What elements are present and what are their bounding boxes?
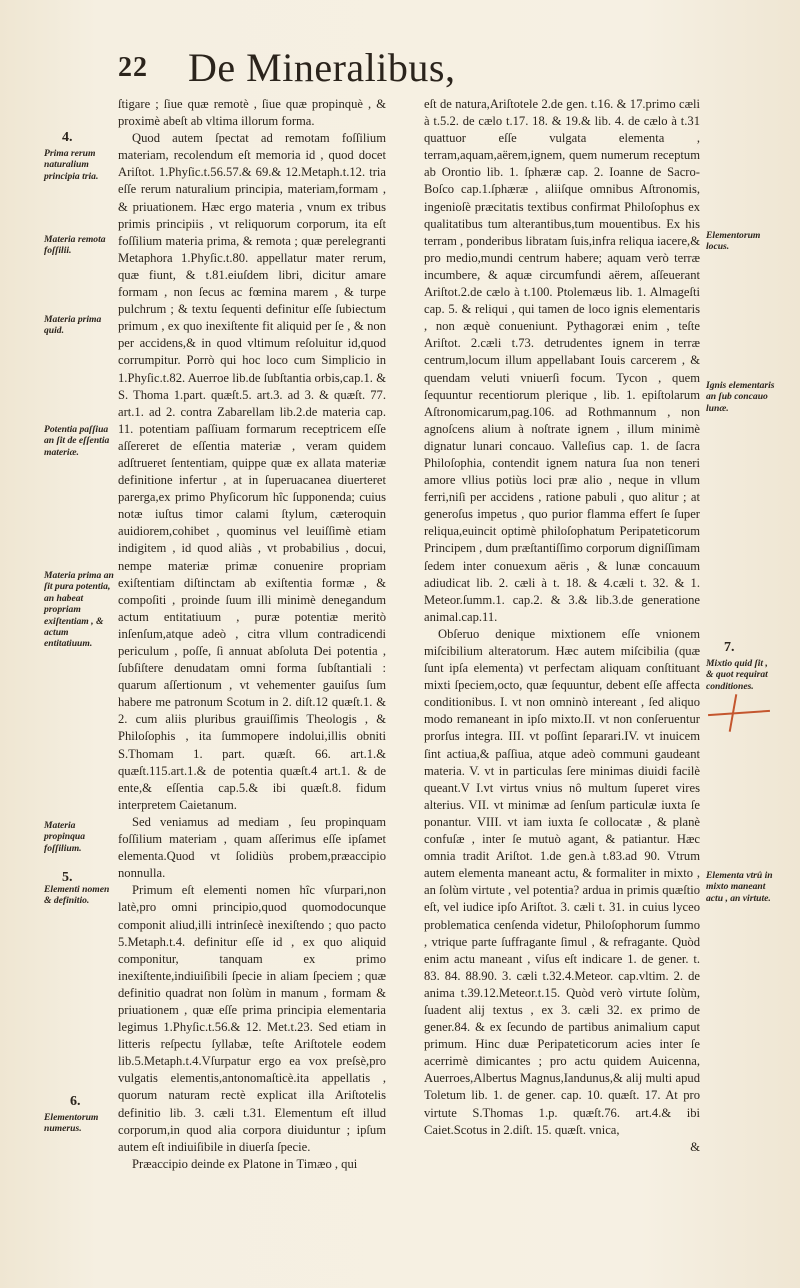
margin-note: Materia prima quid. [44, 314, 102, 337]
paragraph: Quod autem ſpectat ad remotam foſſilium materiam, recolendum eſt memoria id , quod docet Ariſtot. 1.Phyſic.t.56.57.& 69.& 12.Metaph.t.12. tria eſſe rerum naturalium principia, materiam,formam , & priuationem. Hæc ergo materia , vnum ex tribus primis principiis , vt reliquorum corporum, ita eſt foſſilium materia prima, & remota ; quæ perelegranti Metaphora 1.Phyſic.t.80. appellatur mater rerum, quæ fiunt, & t.81.eiuſdem libri, dicitur amare formam , non ſecus ac fœmina marem , & turpe pulchrum ; & textu ſequenti definitur eſſe ſubiectum primum , ex quo inexiſtente fit aliquid per ſe , & non per accidens,& in quod vltimum reſoluitur id,quod corrumpitur. Porrò qui hoc loco cum Simplicio in 1.Phyſic.t.82. Auerroe lib.de ſubſtantia orbis,cap.1. & S. Thoma 1.part. quæſt.5. art.3. ad 3. & quæſt. 77. art.1. ad 2. contra Zabarellam lib.2.de materia cap. 11. potentiam paſſiuam formarum receptricem eſſe aſſereret de eſſentia materiæ , veram quidem adſtrueret ſententiam, quippe quæ ex allata materiæ definitione infertur , at in ſuperuacanea diuerteret parerga,ex primo Phyſicorum hîc ſupponenda; cuius notæ iuſtus timor calami ſtylum, cæteroquin auidiorem,cohibet , quominus vel leuiſſimè etiam indigitem , id quod aliàs , vt probabilius , docui, nempe materiæ primæ conuenire propriam exiſtentiam diſtinctam ab exiſtentia formæ , & compoſiti , proinde ſuum illi minimè denegandum actum entitatiuum , puræ potentiæ meritò inſenſum,atque adeò , citra vllum contradicendi periculum , poſſe, ſi annuat abſoluta Dei potentia , ſubſiſtere denudatam omni forma ſubſtantiali : quarum aſſertionum , vt vehementer gauiſus ſum habere me patronum Scotum in 2. diſt.12 quæſt.1. & 2. cum aliis pluribus grauiſſimis Theologis , & Philoſophis , ita ſummopere indolui,illis obniti S.Thomam 1. part. quæſt. 66. art.1.& quæſt.115.art.1.& de potentia quæſt.4 art.1. & de ente,& eſſentia cap.5.& ibi quæſt.8. fidum interpretem Caietanum. [118, 131, 386, 812]
paragraph: Præaccipio deinde ex Platone in Timæo , qui [132, 1156, 358, 1171]
margin-note: Materia remota foſſilii. [44, 234, 106, 257]
note-number: 6. [70, 1094, 81, 1109]
margin-note: Materia prima an ſit pura potentia, an habeat propriam exiſtentiam , & actum entitatiuum. [44, 570, 114, 650]
margin-note: Potentia paſſiua an ſit de eſſentia materiæ. [44, 424, 110, 458]
margin-note: Materia propinqua foſſilium. [44, 820, 86, 854]
margin-note: Prima rerum naturalium principia tria. [44, 148, 99, 182]
paragraph: Sed veniamus ad mediam , ſeu propinquam foſſilium materiam , quam aſſerimus eſſe ipſamet elementa.Quod vt ſolidiùs probem,præaccipio nonnulla. [118, 814, 386, 881]
paragraph: Obſeruo denique mixtionem eſſe vnionem miſcibilium alteratorum. Hæc autem miſcibilia (quæ ſunt ipſa elementa) vt perfectam aliquam conſtituant mixti ſpeciem,octo, quæ ſequuntur, debent eſſe affecta conditionibus. I. vt non omninò intereant , ſed aliquo modo remaneant in ipſo mixto.II. vt non conſeruentur prorſus integra. III. vt poſſint ſeparari.IV. vt inuicem ſint actiua,& paſſiua, atque adeò communi gaudeant materia. V. vt in particulas ſere minimas diuidi facilè queant.V I.vt virtus vnius nô multum ſuperet vires alterius. VII. vt minimæ ad ſenſum particulæ iuxta ſe ponantur. VIII. vt iam iuxta ſe collocatæ , & planè confuſæ , inter ſe mutuò agant, & patiantur. Hæc omnia tradit Ariſtot. 1.de gen.à t.83.ad 90. Vtrum autem elementa maneant actu, & formaliter in mixto , an ſolùm virtute , vel potentia? ardua in primis quæſtio eſt, vel iudice ipſo Ariſtot. 3. cæli t. 31. in cuius lyceo problematica cenſenda videtur, Philoſophorum ſummo , vtrique parte ſuffragante ſimul , & refragante. Quòd enim actu maneant , viſus eſt indicare 1. de gener. t. 83. 84. 88.90. 3. cæli t.32.4.Meteor. cap.vltim. 2. de anima t.39.12.Meteor.t.15. Quòd verò virtute ſolùm, ſuadent alij textus , ex 3. cæli 32. ex primo de gener.84. & ex ſecundo de partibus animalium caput primum. Hinc duæ Peripateticorum acies inter ſe acerrimè dimicantes ; pro actu quidem Auicenna, Auerroes,Albertus Magnus,Iandunus,& alij multi apud Toletum lib. 1. de gener. cap. 10. quæſt. 17. At pro virtute S.Thomas 1.p. quæſt.76. art.4.& ibi Caiet.Scotus in 2.diſt. 15. quæſt. vnica, [424, 626, 700, 1137]
running-title: De Mineralibus, [188, 45, 456, 90]
paragraph: eſt de natura,Ariſtotele 2.de gen. t.16. & 17.primo cæli à t.5.2. de cælo t.17. 18. & 19.& lib. 4. de cælo à t.31 quattuor eſſe vulgata elementa , terram,aquam,aërem,ignem, quem numerum receptum ab Orontio lib. 1. ſphæræ cap. 2. Ioanne de Sacro-Boſco cap.1.ſphæræ , aliiſque omnibus Aſtronomis, ingenioſè præcitatis textibus confirmat Philoſophus ex qualitatibus tum alterantibus,tum mouentibus. Ex his terram , ponderibus libratam ſuis,infra reliqua iacere,& pro medio,mundi centrum habere; aquam verò terræ incumbere, & aquæ circumfundi aërem, aſſeuerant Ariſtot.2.de cælo à t.100. Ptolemæus lib. 1. Almageſti cap. 5. & reliqui , qui tamen de loco ignis elementaris , non æquè conueniunt. Pythagoræi enim , teſte Ariſtot. 2.cæli t.73. detrudentes ignem in terræ centrum,locum illum appellabant Iouis carcerem , & quendam veluti vniuerſi focum. Tycon , quem ſequuntur recentiorum plerique , lib. 1. epiſtolarum Aſtronomicarum,pag.106. ad Rothmannum , non agnoſcens alium à noſtrate ignem , illum minimè dignatur lunari concauo. Valleſius cap. 1. de ſacra Philoſophia, contendit ignem natura ſua non teneri amore vllius potiùs loci præ alio , neque in vllum ferri,niſi per accidens , ratione pabuli , quo alitur ; at generoſus impetus , quo purior flamma effert ſe ſuper reliqua,euincit optimè philoſophatum Peripateticorum Principem , dum præſtantiſſimo corporum digniſſimam ſedem inter conuexum aëris , & lunæ concauum adiudicat lib. 2. cæli à t. 18. & 4.cæli t. 32. & 1. Meteor.ſumm.1. cap.2. & 3.& lib.3.de generatione animal.cap.11. [424, 97, 700, 624]
note-number: 4. [62, 130, 73, 145]
right-text-column [424, 96, 700, 1156]
note-number: 5. [62, 870, 73, 885]
page-number: 22 [118, 52, 148, 83]
catchword: & [690, 1139, 700, 1154]
note-number: 7. [724, 640, 735, 655]
page-header [118, 44, 678, 94]
red-ink-mark [708, 710, 770, 716]
paragraph: Primum eſt elementi nomen hîc vſurpari,non latè,pro omni principio,quod quomodocunque componit aliud,illi intrinſecè inexiſtendo ; quo pacto 5.Metaph.t.4. definitur eſſe id , ex quo aliquid componitur, tanquam ex primo inexiſtente,indiuiſibili ſpecie in aliam ſpeciem ; quæ definitio quadrat non ſolùm in manum , formam & priuationem , quæ eſſe prima principia elementaria legimus 1.Phyſic.t.56.& 12. Met.t.23. Sed etiam in litteris reſpectu ſyllabæ, teſte Ariſtotele eodem lib.5.Metaph.t.4.Vſurpatur ergo ea vox preſsè,pro vulgatis elementis,antonomaſticè.ita appellatis , quorum naturam rectè explicat illa Ariſtotelis definitio lib. 3. cæli t.31. Elementum eſt illud corporum,in quod alia corpora diuiduntur ; ipſum autem eſt indiuiſibile in diuerſa ſpecie. [118, 883, 386, 1154]
margin-note: Elementa vtrû in mixto maneant actu , an virtute. [706, 870, 773, 904]
margin-note: Ignis elementaris an ſub concauo lunæ. [706, 380, 775, 414]
left-text-column [118, 96, 386, 1173]
margin-note: Elementorum locus. [706, 230, 761, 253]
margin-note: Elementi nomen & definitio. [44, 884, 110, 907]
margin-note: Elementorum numerus. [44, 1112, 99, 1135]
paragraph: ſtigare ; ſiue quæ remotè , ſiue quæ propinquè , & proximè abeſt ab vltima illorum forma. [118, 97, 386, 129]
margin-note: Mixtio quid ſit , & quot requirat conditiones. [706, 658, 768, 692]
